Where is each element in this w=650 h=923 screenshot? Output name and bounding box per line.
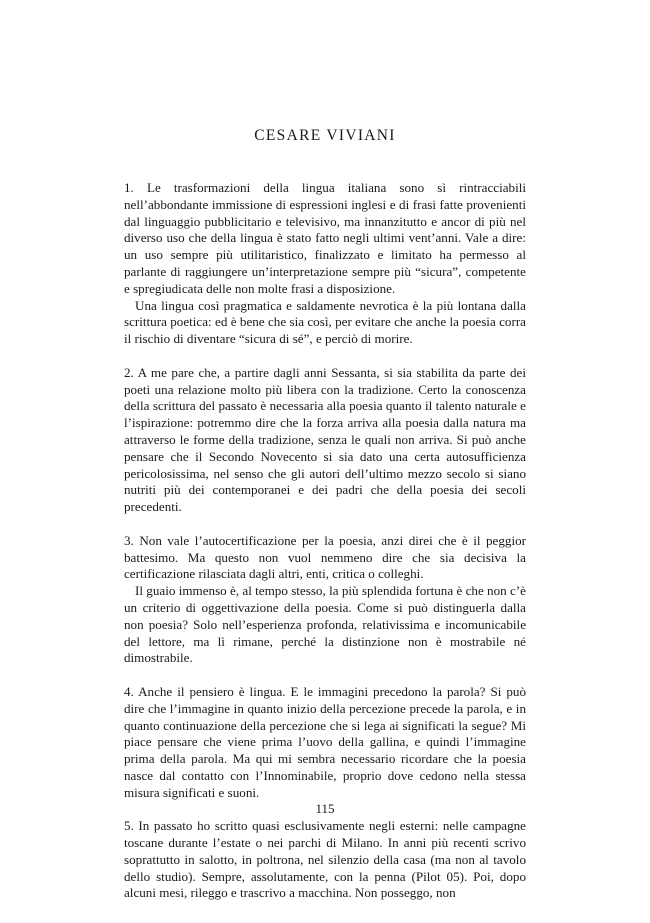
section-3: [124, 533, 526, 667]
paragraph: 2. A me pare che, a partire dagli anni Sessanta, si sia stabilita da parte dei poeti una relazione molto più libera con la tradizione. Certo la conoscenza della scrittura del passato è necessaria alla poesia quanto il talento naturale e l’ispirazione: potremmo dire che la forza arriva alla poesia dalla natura ma attraverso le forme della tradizione, senza le quali non arriva. Si può anche pensare che il Secondo Novecento si sia dato una certa autosufficienza pericolosissima, nel senso che gli autori dell’ultimo mezzo secolo si siano nutriti più dei contemporanei e dei padri che della poesia dei secoli precedenti.: [124, 364, 526, 515]
page-title: CESARE VIVIANI: [254, 127, 396, 144]
section-2: [124, 365, 526, 516]
section-1: [124, 180, 526, 348]
section-4: [124, 684, 526, 802]
section-5: [124, 818, 526, 902]
paragraph: Il guaio immenso è, al tempo stesso, la più splendida fortuna è che non c’è un criterio di oggettivazione della poesia. Come si può distinguerla dalla non poesia? Solo nell’esperienza profonda, relativissima e incomunicabile del lettore, ma lì rimane, perché la distinzione non è mostrabile né dimostrabile.: [124, 583, 526, 666]
paragraph: 4. Anche il pensiero è lingua. E le immagini precedono la parola? Si può dire che l’immagine in quanto inizio della percezione precede la parola, e in quanto continuazione della percezione che si lega ai significati la segue? Mi piace pensare che viene prima l’uovo della gallina, e quindi l’immagine prima della parola. Ma qui mi sembra necessario ricordare che la poesia nasce dal contatto con l’Innominabile, proprio dove cedono nella stessa misura significati e suoni.: [124, 683, 526, 800]
paragraph: Una lingua così pragmatica e saldamente nevrotica è la più lontana dalla scrittura poetica: ed è bene che sia così, per evitare che anche la poesia corra il rischio di diventare “sicura di sé”, e perciò di morire.: [124, 297, 526, 347]
page-number: 115: [315, 801, 335, 816]
paragraph: 1. Le trasformazioni della lingua italiana sono sì rintracciabili nell’abbondante immissione di espressioni inglesi e di frasi fatte provenienti dal linguaggio pubblicitario e televisivo, ma innanzitutto e ancor di più nel diverso uso che della lingua è stato fatto negli ultimi vent’anni. Vale a dire: un uso sempre più utilitaristico, finalizzato e limitato ha permesso al parlante di raggiungere un’interpretazione sempre più “sicura”, competente e spregiudicata delle non molte frasi a disposizione.: [124, 180, 526, 296]
paragraph: 3. Non vale l’autocertificazione per la poesia, anzi direi che è il peggior battesimo. Ma questo non vuol nemmeno dire che sia decisiva la certificazione rilasciata dagli altri, enti, critica o colleghi.: [124, 532, 526, 582]
paragraph: 5. In passato ho scritto quasi esclusivamente negli esterni: nelle campagne toscane durante l’estate o nei parchi di Milano. In anni più recenti scrivo soprattutto in salotto, in poltrona, nel silenzio della casa (ma non al tavolo dello studio). Sempre, assolutamente, con la penna (Pilot 05). Poi, dopo alcuni mesi, rileggo e trascrivo a macchina. Non posseggo, non: [124, 818, 526, 901]
